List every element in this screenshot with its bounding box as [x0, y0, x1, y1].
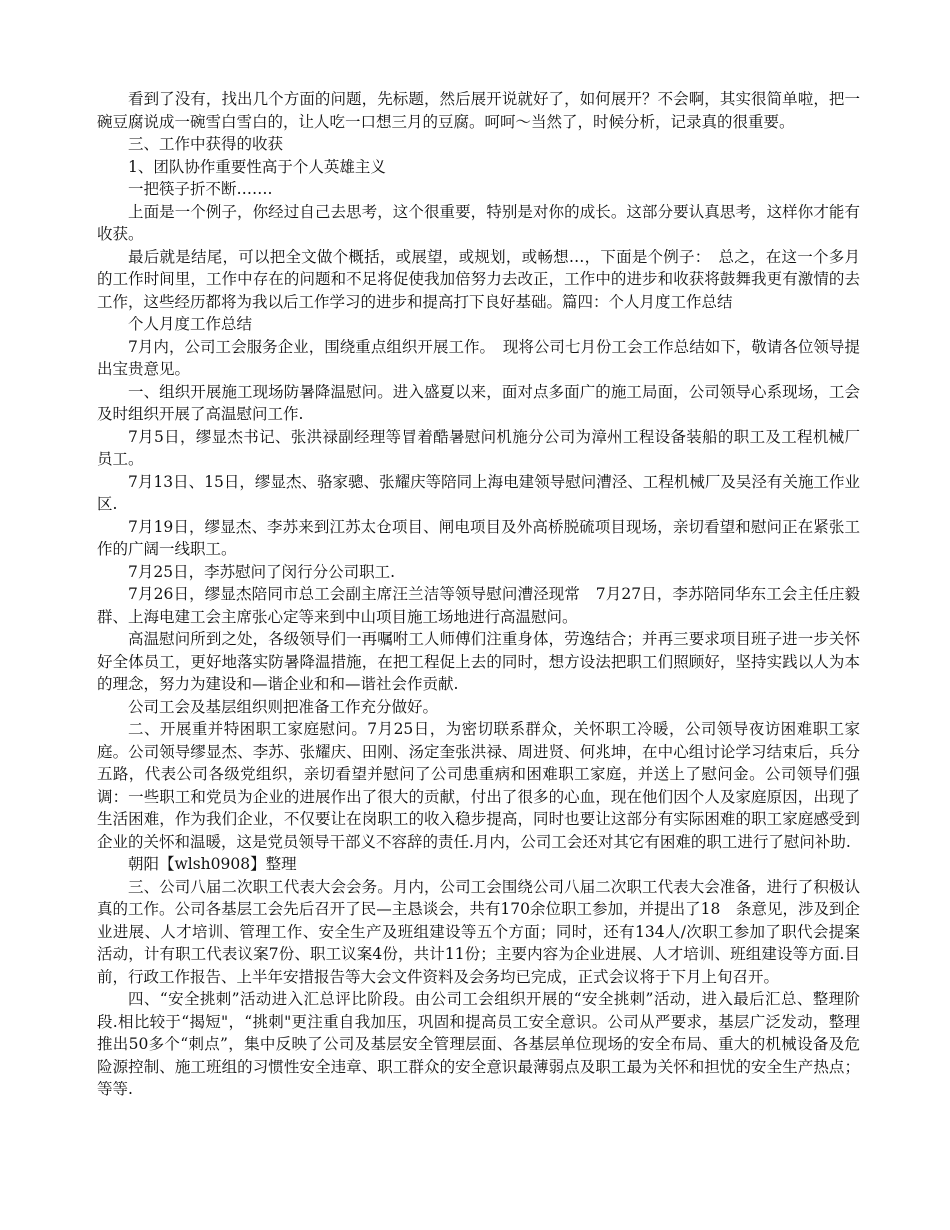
section-heading-gains: 三、工作中获得的收获: [128, 135, 284, 153]
paragraph-heat-visits: 高温慰问所到之处，各级领导们一再嘱咐工人师傅们注重身体，劳逸结合；并再三要求项目班子进一步关怀好全体员工，更好地落实防暑降温措施，在把工程促上去的同时，想方设法把职工们照顾好，坚持实践以人为本的理念，努力为建设和—谐企业和和—谐社会作贡献.: [97, 630, 860, 693]
paragraph-item-three: 三、公司八届二次职工代表大会会务。月内，公司工会围绕公司八届二次职工代表大会准备，进行了积极认真的工作。公司各基层工会先后召开了民—主恳谈会，共有170余位职工参加，并提出了18 条意见，涉及到企业进展、人才培训、管理工作、安全生产及班组建设等五个方面；同时，还有134人/次职工参加了职代会提案活动，计有职工代表议案7份、职工议案4份，共计11份；主要内容为企业进展、人才培训、班组建设等方面.目前，行政工作报告、上半年安措报告等大会文件资料及会务均已完成，正式会议将于下月上旬召开。: [97, 877, 860, 986]
paragraph-july-13-15: 7月13日、15日，缪显杰、骆家骢、张耀庆等陪同上海电建领导慰问漕泾、工程机械厂及吴泾有关施工作业区.: [97, 472, 860, 513]
paragraph-july-25: 7月25日，李苏慰问了闵行分公司职工.: [128, 562, 396, 581]
paragraph-july-19: 7月19日，缪显杰、李苏来到江苏太仓项目、闸电项目及外高桥脱硫项目现场，亲切看望和慰问正在紧张工作的广阔一线职工。: [97, 517, 860, 558]
paragraph-item-one: 一、组织开展施工现场防暑降温慰问。进入盛夏以来，面对点多面广的施工局面，公司领导心系现场，工会及时组织开展了高温慰问工作.: [97, 382, 860, 423]
paragraph-item-two: 二、开展重并特困职工家庭慰问。7月25日，为密切联系群众，关怀职工冷暖，公司领导夜访困难职工家庭。公司领导缪显杰、李苏、张耀庆、田刚、汤定奎张洪禄、周进贤、何兆坤，在中心组讨论学习结束后，兵分五路，代表公司各级党组织，亲切看望并慰问了公司患重病和困难职工家庭，并送上了慰问金。公司领导们强调：一些职工和党员为企业的进展作出了很大的贡献，付出了很多的心血，现在他们因个人及家庭原因，出现了生活困难，作为我们企业，不仅要让在岗职工的收入稳步提高，同时也要让这部分有实际困难的职工家庭感受到企业的关怀和温暖，这是党员领导干部义不容辞的责任.月内，公司工会还对其它有困难的职工进行了慰问补助.: [97, 720, 860, 851]
section-heading-monthly-summary: 个人月度工作总结: [128, 315, 253, 333]
subheading-teamwork: 1、团队协作重要性高于个人英雄主义: [128, 157, 386, 176]
paragraph-example-note: 上面是一个例子，你经过自己去思考，这个很重要，特别是对你的成长。这部分要认真思考，这样你才能有收获。: [97, 202, 860, 243]
paragraph-preparation: 公司工会及基层组织则把准备工作充分做好。: [128, 697, 439, 716]
paragraph-july-5: 7月5日，缪显杰书记、张洪禄副经理等冒着酷暑慰问机施分公司为漳州工程设备装船的职工及工程机械厂员工。: [97, 427, 860, 468]
paragraph-intro: 看到了没有，找出几个方面的问题，先标题，然后展开说就好了，如何展开？不会啊，其实很简单啦，把一碗豆腐说成一碗雪白雪白的，让人吃一口想三月的豆腐。呵呵～当然了，时候分析，记录真的很重要。: [97, 90, 860, 131]
paragraph-july-overview: 7月内，公司工会服务企业，围绕重点组织开展工作。 现将公司七月份工会工作总结如下，敬请各位领导提出宝贵意见。: [97, 337, 860, 378]
document-body: [97, 88, 860, 1101]
paragraph-chopsticks: 一把筷子折不断…….: [128, 180, 273, 198]
paragraph-conclusion: 最后就是结尾，可以把全文做个概括，或展望，或规划，或畅想…，下面是个例子： 总之，在这一个多月的工作时间里，工作中存在的问题和不足将促使我加倍努力去改正，工作中的进步和收获将鼓舞我更有激情的去工作，这些经历都将为我以后工作学习的进步和提高打下良好基础。篇四：个人月度工作总结: [97, 247, 860, 311]
paragraph-compiler-credit: 朝阳【wlsh0908】整理: [128, 855, 297, 873]
paragraph-july-26-27: 7月26日，缪显杰陪同市总工会副主席汪兰洁等领导慰问漕泾现常 7月27日，李苏陪同华东工会主任庄毅群、上海电建工会主席张心定等来到中山项目施工场地进行高温慰问。: [97, 585, 860, 626]
paragraph-item-four: 四、“安全挑刺”活动进入汇总评比阶段。由公司工会组织开展的“安全挑刺”活动，进入最后汇总、整理阶段.相比较于“揭短"，“挑刺"更注重自我加压，巩固和提高员工安全意识。公司从严要求，基层广泛发动，整理推出50多个“刺点”，集中反映了公司及基层安全管理层面、各基层单位现场的安全布局、重大的机械设备及危险源控制、施工班组的习惯性安全违章、职工群众的安全意识最薄弱点及职工最为关怀和担忧的安全生产热点；等等.: [97, 990, 860, 1098]
